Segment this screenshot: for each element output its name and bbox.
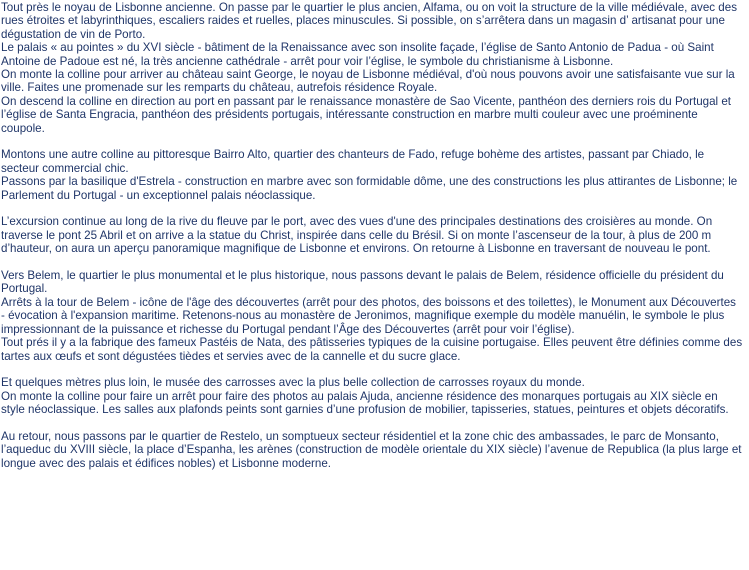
paragraph-restelo: Au retour, nous passons par le quartier de Restelo, un somptueux secteur résidentiel et la zone chic des ambassades, le parc de Monsanto, l’aqueduc du XVIII siècle, la place d’Espanha, les arènes (construction de modèle orientale du XIX siècle) l’avenue de Republica (la plus large et longue avec des palais et édifices nobles) et Lisbonne moderne. bbox=[1, 429, 742, 470]
paragraph-group-alfama bbox=[1, 1, 743, 135]
paragraph-musee-carrosses: Et quelques mètres plus loin, le musée des carrosses avec la plus belle collection de carrosses royaux du monde. bbox=[1, 376, 585, 390]
paragraph-bairro-alto: Montons une autre colline au pittoresque Bairro Alto, quartier des chanteurs de Fado, refuge bohème des artistes, passant par Chiado, le secteur commercial chic. bbox=[1, 148, 705, 175]
paragraph-spacer bbox=[1, 256, 743, 269]
paragraph-palais-ajuda: On monte la colline pour faire un arrêt pour faire des photos au palais Ajuda, ancienne résidence des monarques portugais au XIX siècle en style néoclassique. Les salles aux plafonds peints sont garnies d’une profusion de mobilier, tapisseries, statues, peintures et objets décoratifs. bbox=[1, 389, 729, 417]
paragraph-spacer bbox=[1, 363, 743, 376]
paragraph-group-bairro-alto bbox=[1, 148, 743, 202]
paragraph-tour-de-belem: Arrêts à la tour de Belem - icône de l'âge des découvertes (arrêt pour des photos, des boissons et des toilettes), le Monument aux Découvertes - évocation à l'expansion maritime. Retenons-nous au monastère de Jeronimos, magnifique exemple du modèle manuélin, le symbole le plus impressionnant de la puissance et richesse du Portugal pendant l’Âge des Découvertes (arrêt pour voir l’église). bbox=[1, 295, 736, 336]
paragraph-group-carrosses bbox=[1, 376, 743, 416]
paragraph-pasteis-de-nata: Tout prés il y a la fabrique des fameux Pastéis de Nata, des pâtisseries typiques de la cuisine portugaise. Elles peuvent être définies comme des tartes aux œufs et sont dégustées tièdes et servies avec de la cannelle et du sucre glace. bbox=[1, 336, 743, 363]
paragraph-estrela: Passons par la basilique d'Estrela - construction en marbre avec son formidable dôme, une des constructions les plus attirantes de Lisbonne; le Parlement du Portugal - un exceptionnel palais néoclassique. bbox=[1, 175, 738, 202]
paragraph-sao-vicente: On descend la colline en direction au port en passant par le renaissance monastère de Sao Vicente, panthéon des derniers rois du Portugal et l’église de Santa Engracia, panthéon des présidents portugais, intéressante construction en marbre multi couleur avec une proéminente coupole. bbox=[1, 94, 732, 135]
paragraph-spacer bbox=[1, 135, 743, 148]
paragraph-alfama: Tout près le noyau de Lisbonne ancienne. On passe par le quartier le plus ancien, Alfama, ou on voit la structure de la ville médiévale, avec des rues étroites et labyrinthiques, escaliers raides et ruelles, places minuscules. Si possible, on s’arrêtera dans un magasin d’ artisanat pour une dégustation de vin de Porto. bbox=[1, 1, 737, 41]
paragraph-palais-pointes: Le palais « au pointes » du XVI siècle - bâtiment de la Renaissance avec son insolite façade, l’église de Santo Antonio de Padua - où Saint Antoine de Padoue est né, la très ancienne cathédrale - arrêt pour voir l’église, le symbole du christianisme à Lisbonne. bbox=[1, 41, 714, 68]
paragraph-spacer bbox=[1, 202, 743, 215]
paragraph-spacer bbox=[1, 417, 743, 430]
paragraph-group-restelo bbox=[1, 430, 743, 470]
paragraph-group-belem bbox=[1, 269, 743, 363]
paragraph-chateau-saint-george: On monte la colline pour arriver au château saint George, le noyau de Lisbonne médiéval, d'où nous pouvons avoir une satisfaisante vue sur la ville. Faites une promenade sur les remparts du château, autrefois résidence Royale. bbox=[1, 68, 735, 95]
paragraph-pont-25-abril: L’excursion continue au long de la rive du fleuve par le port, avec des vues d'une des principales destinations des croisières au monde. On traverse le pont 25 Abril et on arrive a la statue du Christ, inspirée dans celle du Brésil. Si on monte l’ascenseur de la tour, à plus de 200 m d’hauteur, on aura un aperçu panoramique magnifique de Lisbonne et environs. On retourne à Lisbonne en traversant de nouveau le pont. bbox=[1, 215, 713, 256]
paragraph-belem: Vers Belem, le quartier le plus monumental et le plus historique, nous passons devant le palais de Belem, résidence officielle du président du Portugal. bbox=[1, 269, 724, 296]
paragraph-group-pont bbox=[1, 215, 743, 255]
